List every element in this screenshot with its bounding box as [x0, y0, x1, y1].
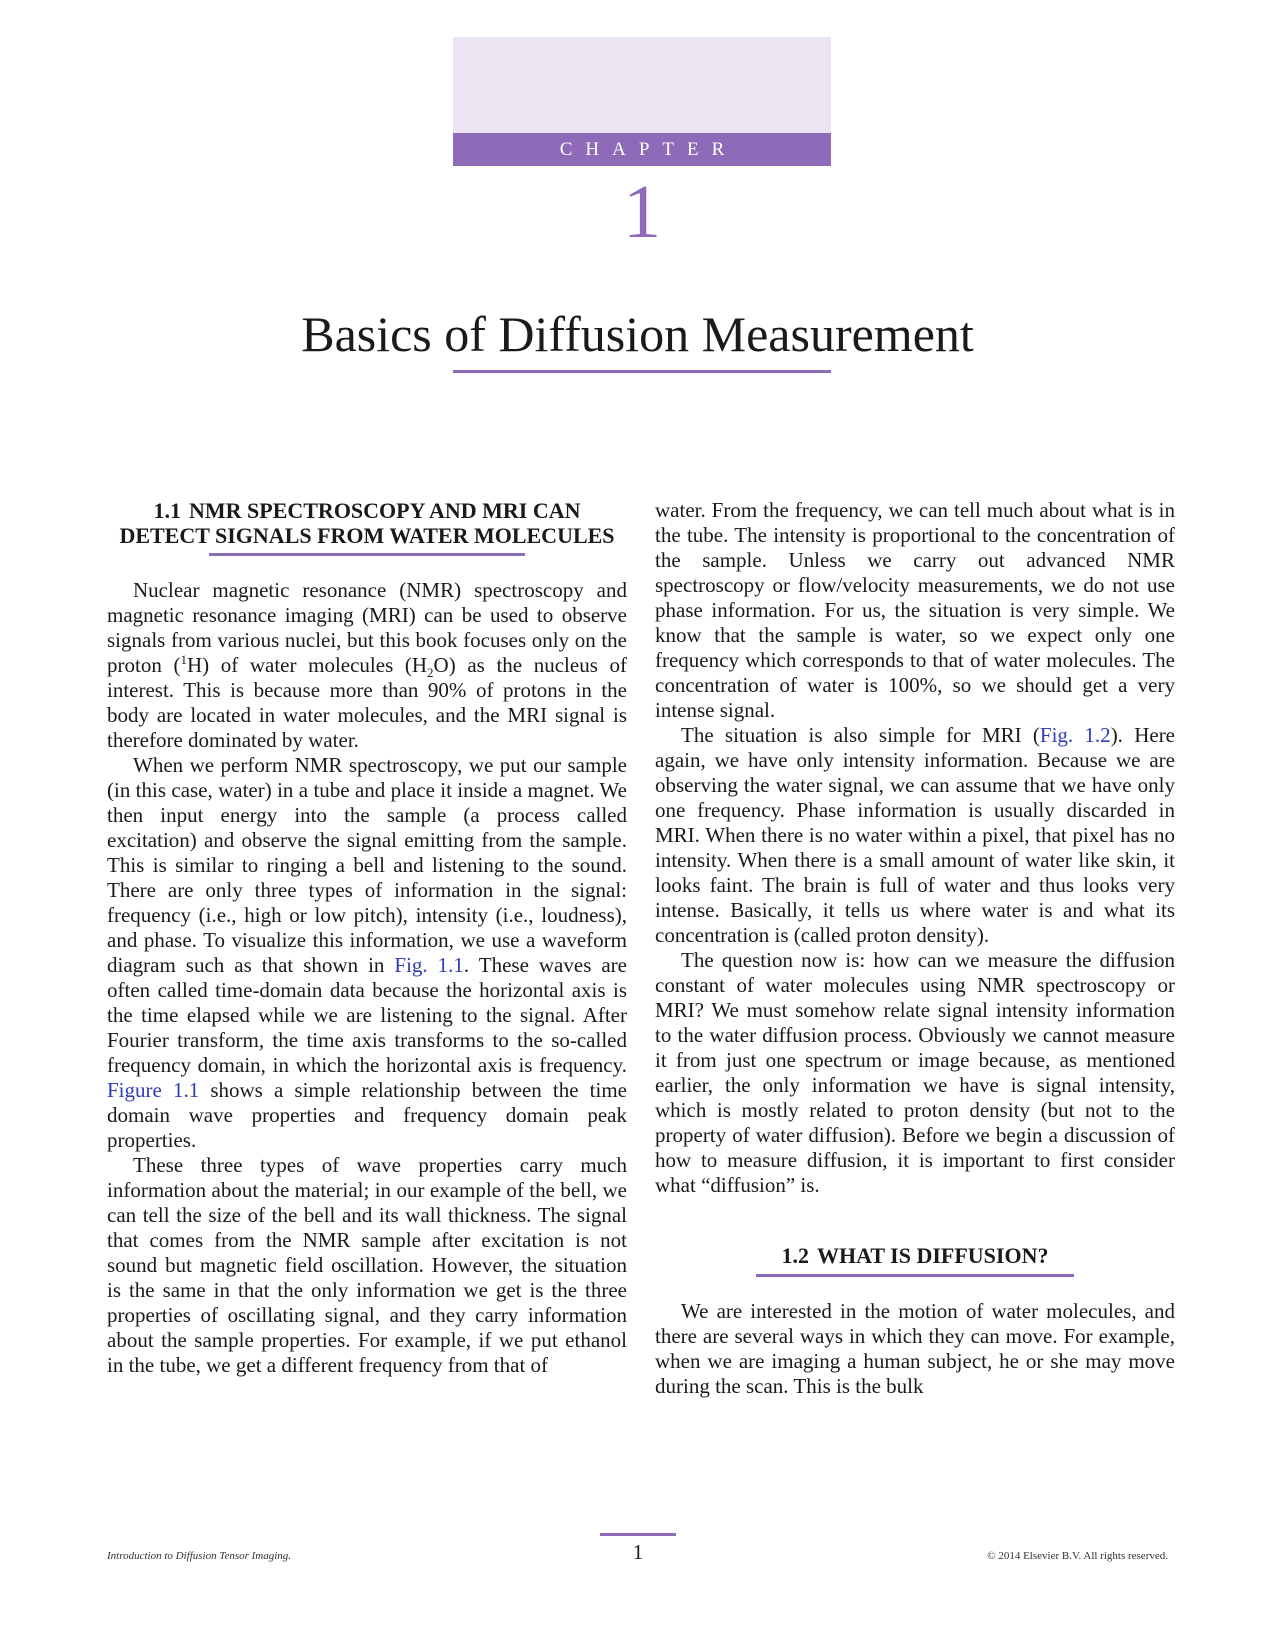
- text-run: Nuclear magnetic resonance (NMR) spectroscopy and magnetic resonance imaging (MRI) can be used to observe signals from various nuclei, but this book focuses only on the proton (: [107, 578, 627, 677]
- text-run: O) as the nucleus of interest. This is because more than 90% of protons in the body are located in water molecules, and the MRI signal is therefore dominated by water.: [107, 653, 627, 752]
- section-2: [655, 1243, 1175, 1277]
- paragraph: The question now is: how can we measure the diffusion constant of water molecules using NMR spectroscopy or MRI? We must somehow relate signal intensity information to the water diffusion process. Obviously we cannot measure it from just one spectrum or image because, as mentioned earlier, the only information we have is signal intensity, which is mostly related to proton density (but not to the property of water diffusion). Before we begin a discussion of how to measure diffusion, it is important to first consider what “diffusion” is.: [655, 948, 1175, 1197]
- chapter-title: Basics of Diffusion Measurement: [301, 306, 974, 362]
- footer-rule: [600, 1533, 676, 1536]
- text-run: H) of water molecules (H: [186, 653, 428, 677]
- text-run: The situation is also simple for MRI (: [681, 723, 1040, 747]
- footer-copyright: © 2014 Elsevier B.V. All rights reserved.: [987, 1550, 1168, 1562]
- section-number: 1.1: [153, 498, 181, 523]
- section-underline: [756, 1274, 1074, 1277]
- subscript: 2: [427, 665, 434, 681]
- left-column: [107, 498, 627, 1378]
- footer-book-title: Introduction to Diffusion Tensor Imaging.: [107, 1550, 292, 1562]
- right-column: [655, 498, 1175, 1399]
- chapter-header-box: [453, 37, 831, 133]
- figure-link[interactable]: Fig. 1.1: [394, 953, 464, 977]
- superscript: 1: [180, 652, 187, 667]
- section-heading: [655, 1243, 1175, 1271]
- section-heading: [107, 498, 627, 551]
- paragraph: [107, 753, 627, 1153]
- chapter-label: CHAPTER: [453, 133, 831, 166]
- text-run: shows a simple relationship between the time domain wave properties and frequency domain peak properties.: [107, 1078, 627, 1152]
- text-run: When we perform NMR spectroscopy, we put our sample (in this case, water) in a tube and place it inside a magnet. We then input energy into the sample (a process called excitation) and observe the signal emitting from the sample. This is similar to ringing a bell and listening to the sound. There are only three types of information in the signal: frequency (i.e., high or low pitch), intensity (i.e., loudness), and phase. To visualize this information, we use a waveform diagram such as that shown in: [107, 753, 627, 977]
- figure-link[interactable]: Figure 1.1: [107, 1078, 200, 1102]
- section-title: WHAT IS DIFFUSION?: [817, 1243, 1049, 1268]
- paragraph: water. From the frequency, we can tell much about what is in the tube. The intensity is proportional to the concentration of the sample. Unless we carry out advanced NMR spectroscopy or flow/velocity measurements, we do not use phase information. For us, the situation is very simple. We know that the sample is water, so we expect only one frequency which corresponds to that of water molecules. The concentration of water is 100%, so we should get a very intense signal.: [655, 498, 1175, 722]
- section-title: NMR SPECTROSCOPY AND MRI CAN DETECT SIGNALS FROM WATER MOLECULES: [119, 498, 615, 548]
- paragraph: [655, 723, 1175, 948]
- section-underline: [209, 553, 525, 556]
- text-run: . These waves are often called time-domain data because the horizontal axis is the time elapsed while we are listening to the signal. After Fourier transform, the time axis transforms to the so-called frequency domain, in which the horizontal axis is frequency.: [107, 953, 627, 1077]
- paragraph: We are interested in the motion of water molecules, and there are several ways in which they can move. For example, when we are imaging a human subject, he or she may move during the scan. This is the bulk: [655, 1299, 1175, 1398]
- paragraph: These three types of wave properties carry much information about the material; in our example of the bell, we can tell the size of the bell and its wall thickness. The signal that comes from the NMR sample after excitation is not sound but magnetic field oscillation. However, the situation is the same in that the only information we get is the three properties of oscillating signal, and they carry information about the sample properties. For example, if we put ethanol in the tube, we get a different frequency from that of: [107, 1153, 627, 1377]
- section-number: 1.2: [781, 1243, 810, 1268]
- figure-link[interactable]: Fig. 1.2: [1039, 723, 1111, 747]
- page-number: 1: [632, 1540, 644, 1564]
- chapter-number: 1: [623, 170, 661, 254]
- text-run: ). Here again, we have only intensity information. Because we are observing the water signal, we can assume that we have only one frequency. Phase information is usually discarded in MRI. When there is no water within a pixel, that pixel has no intensity. When there is a small amount of water like skin, it looks faint. The brain is full of water and thus looks very intense. Basically, it tells us where water is and what its concentration is (called proton density).: [655, 723, 1176, 947]
- title-underline: [453, 370, 831, 373]
- paragraph: [107, 578, 627, 753]
